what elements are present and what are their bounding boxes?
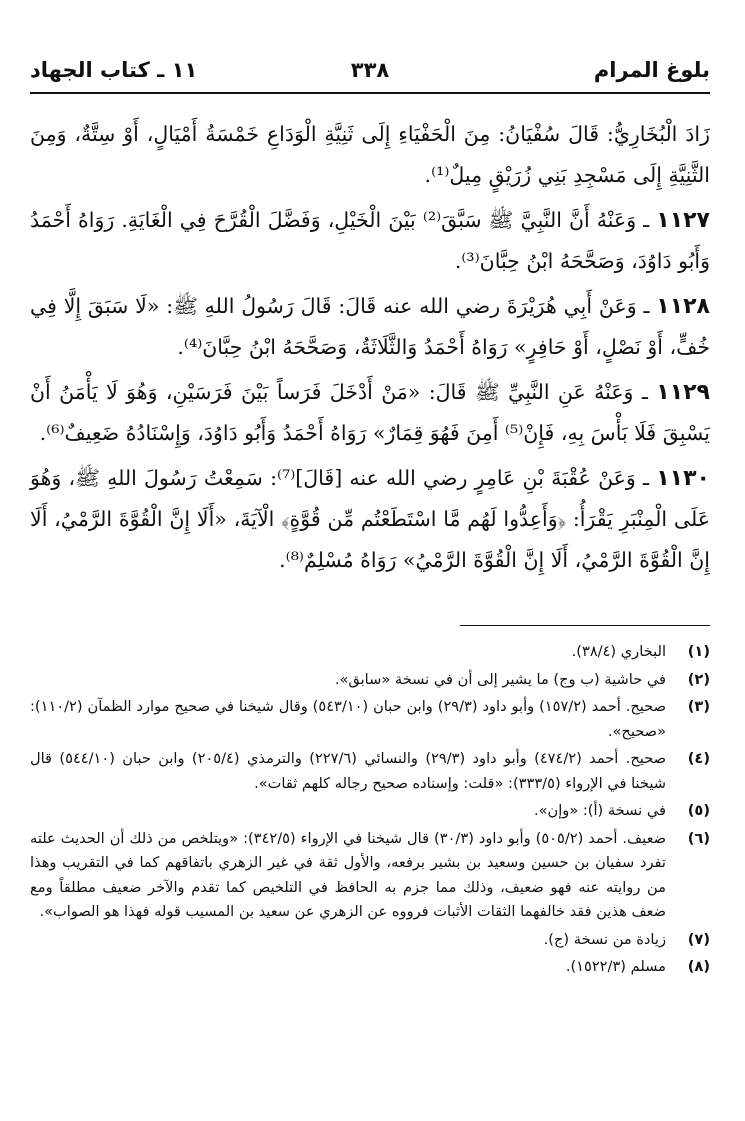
footnote-number: (٣) bbox=[687, 698, 710, 715]
book-page bbox=[30, 50, 710, 1080]
hadith-text: ـ وَعَنْ أَبِي هُرَيْرَةَ رضي الله عنه قَالَ: قَالَ رَسُولُ اللهِ ﷺ: «لَا سَبَقَ إِلَّا فِي خُفٍّ، أَوْ نَصْلٍ، أَوْ حَافِرٍ» رَوَاهُ أَحْمَدُ وَالثَّلَاثَةُ، وَصَحَّحَهُ ابْنُ حِبَّانَ⁽⁴⁾. bbox=[30, 294, 710, 359]
hadith-1128 bbox=[30, 286, 710, 368]
page-header bbox=[30, 50, 710, 94]
paragraph-intro bbox=[30, 114, 710, 196]
footnote-number: (٤) bbox=[687, 750, 710, 767]
footnote-text: البخاري (٣٨/٤). bbox=[571, 643, 666, 660]
footnote-number: (٧) bbox=[687, 930, 710, 948]
footnote-text: في حاشية (ب وج) ما يشير إلى أن في نسخة «سابق». bbox=[334, 670, 666, 688]
hadith-1130 bbox=[30, 458, 710, 581]
paragraph-text: زَادَ الْبُخَارِيُّ: قَالَ سُفْيَانُ: مِنَ الْحَفْيَاءِ إِلَى ثَنِيَّةِ الْوَدَاعِ خَمْسَةُ أَمْيَالٍ، أَوْ سِتَّةٌ، وَمِنَ الثَّنِيَّةِ إِلَى مَسْجِدِ بَنِي زُرَيْقٍ مِيلٌ⁽¹⁾. bbox=[30, 122, 710, 187]
footnote-item bbox=[30, 799, 710, 824]
footnote-text: في نسخة (أ): «وإن». bbox=[533, 802, 666, 819]
footnote-number: (٥) bbox=[687, 802, 710, 819]
footnote-divider bbox=[460, 625, 710, 626]
footnote-text: صحيح. أحمد (١٥٧/٢) وأبو داود (٢٩/٣) وابن حبان (٥٤٣/١٠) وقال شيخنا في صحيح موارد الظمآن (١١٠/٢): «صحيح». bbox=[30, 698, 666, 740]
page-number: ٣٣٨ bbox=[350, 58, 390, 82]
footnote-item bbox=[30, 640, 710, 665]
footnote-item bbox=[30, 668, 710, 693]
footnote-number: (٨) bbox=[687, 958, 710, 975]
hadith-1127 bbox=[30, 200, 710, 282]
hadith-text: ـ وَعَنْ عُقْبَةَ بْنِ عَامِرٍ رضي الله عنه [قَالَ]⁽⁷⁾: سَمِعْتُ رَسُولَ اللهِ ﷺ، وَهُوَ عَلَى الْمِنْبَرِ يَقْرَأُ: ﴿وَأَعِدُّوا لَهُم مَّا اسْتَطَعْتُم مِّن قُوَّةٍ﴾ الْآيَةَ، «أَلَا إِنَّ الْقُوَّةَ الرَّمْيُ، أَلَا إِنَّ الْقُوَّةَ الرَّمْيُ، أَلَا إِنَّ الْقُوَّةَ الرَّمْيُ» رَوَاهُ مُسْلِمٌ⁽⁸⁾. bbox=[30, 466, 710, 572]
footnote-text: صحيح. أحمد (٤٧٤/٢) وأبو داود (٢٩/٣) والنسائي (٢٢٧/٦) والترمذي (٢٠٥/٤) وابن حبان (٥٤٤/١٠) قال شيخنا في الإرواء (٣٣٣/٥): «قلت: وإسناده صحيح رجاله كلهم ثقات». bbox=[30, 750, 667, 792]
footnote-item bbox=[30, 955, 710, 980]
footnote-item bbox=[30, 695, 710, 744]
hadith-number: ١١٣٠ bbox=[656, 466, 710, 491]
main-text bbox=[30, 114, 710, 581]
hadith-text: ـ وَعَنْهُ عَنِ النَّبِيِّ ﷺ قَالَ: «مَنْ أَدْخَلَ فَرَساً بَيْنَ فَرَسَيْنِ، وَهُوَ لَا يَأْمَنُ أَنْ يَسْبِقَ فَلَا بَأْسَ بِهِ، فَإِنْ⁽⁵⁾ أَمِنَ فَهُوَ قِمَارٌ» رَوَاهُ أَحْمَدُ وَأَبُو دَاوُدَ، وَإِسْنَادُهُ ضَعِيفٌ⁽⁶⁾. bbox=[30, 380, 710, 445]
chapter-title: ١١ ـ كتاب الجهاد bbox=[30, 58, 198, 82]
footnote-number: (٢) bbox=[687, 670, 710, 688]
footnote-item bbox=[30, 747, 710, 796]
footnote-number: (٦) bbox=[687, 829, 710, 847]
book-title: بلوغ المرام bbox=[593, 58, 710, 82]
footnote-item bbox=[30, 827, 710, 925]
footnote-text: زيادة من نسخة (ج). bbox=[543, 930, 666, 948]
hadith-text: ـ وَعَنْهُ أَنَّ النَّبِيَّ ﷺ سَبَّقَ⁽²⁾ بَيْنَ الْخَيْلِ، وَفَضَّلَ الْقُرَّحَ فِي الْغَايَةِ. رَوَاهُ أَحْمَدُ وَأَبُو دَاوُدَ، وَصَحَّحَهُ ابْنُ حِبَّانَ⁽³⁾. bbox=[30, 208, 710, 273]
footnote-text: مسلم (١٥٢٢/٣). bbox=[565, 958, 666, 975]
footnotes bbox=[30, 640, 710, 983]
hadith-number: ١١٢٩ bbox=[656, 380, 710, 405]
hadith-number: ١١٢٨ bbox=[656, 294, 710, 319]
footnote-text: ضعيف. أحمد (٥٠٥/٢) وأبو داود (٣٠/٣) قال شيخنا في الإرواء (٣٤٢/٥): «ويتلخص من ذلك أن الحديث علته تفرد سفيان بن حسين وسعيد بن بشير برفعه، والأول ثقة في غير الزهري باتفاقهم كما في التقريب وهذا من روايته عنه فهو ضعيف، وذلك مما جزم به الحافظ في التلخيص كما تقدم والآخر ضعيف مطلقاً ومع ضعف هذين فقد خالفهما الثقات الأثبات فرووه عن الزهري عن سعيد بن المسيب قوله فهذا هو الصواب». bbox=[30, 829, 666, 920]
footnote-number: (١) bbox=[687, 643, 710, 660]
hadith-number: ١١٢٧ bbox=[656, 208, 710, 233]
footnote-item bbox=[30, 928, 710, 953]
hadith-1129 bbox=[30, 372, 710, 454]
